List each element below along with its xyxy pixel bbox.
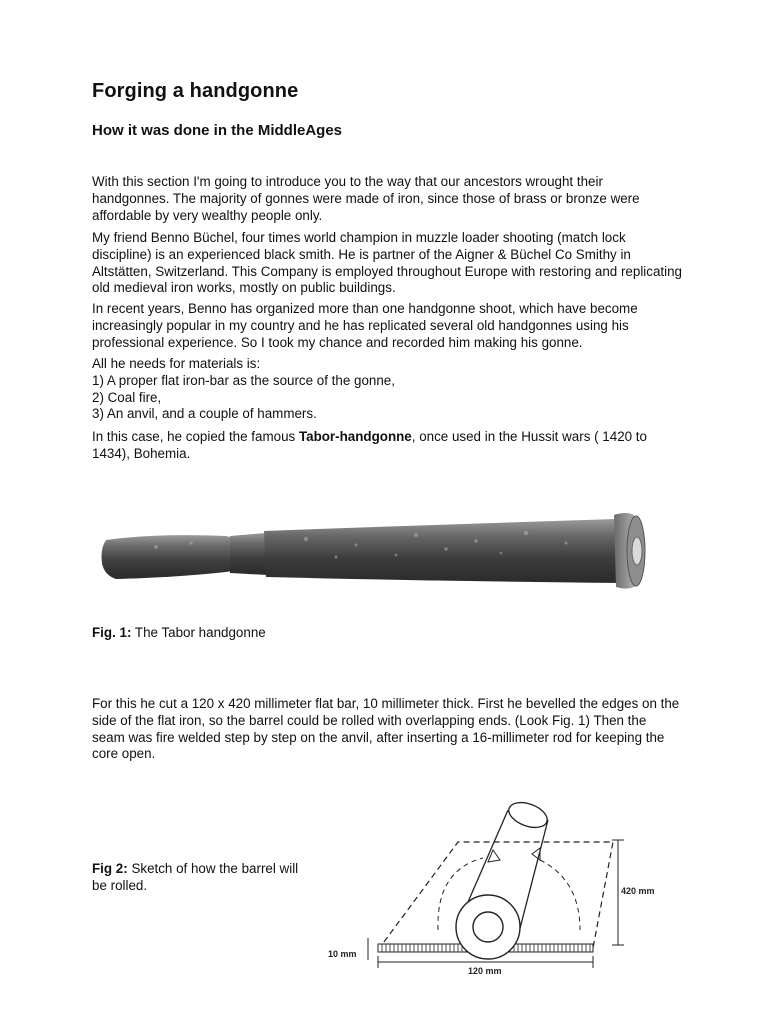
page-subtitle: How it was done in the MiddleAges — [92, 122, 343, 139]
barrel-rolling-sketch — [318, 790, 668, 980]
fig1-caption-text: The Tabor handgonne — [131, 625, 266, 640]
materials-item: 2) Coal fire, — [92, 389, 162, 405]
materials-item: 3) An anvil, and a couple of hammers. — [92, 406, 317, 422]
tabor-handgonne-photo — [96, 505, 656, 600]
paragraph-tabor — [92, 429, 682, 463]
materials-intro: All he needs for materials is: — [92, 356, 261, 371]
paragraph-recent-years: In recent years, Benno has organized more than one handgonne shoot, which have become increasingly popular in my country and he has replicated several old handgonnes using his professional experience. So I took my chance and recorded him making his gonne. — [92, 301, 638, 350]
fig2-caption — [92, 861, 312, 895]
fig1-label: Fig. 1: — [92, 625, 132, 640]
paragraph-flat-bar: For this he cut a 120 x 420 millimeter flat bar, 10 millimeter thick. First he bevelled the edges on the side of the flat iron, so the barrel could be rolled with overlapping ends. (Look Fig. 1) Then the seam was fire welded step by step on the anvil, after inserting a 16-millimeter rod for keeping the core open. — [92, 696, 680, 762]
dimension-thickness-label: 10 mm — [328, 949, 357, 959]
materials-item: 1) A proper flat iron-bar as the source of the gonne, — [92, 372, 395, 388]
fig2-label: Fig 2: — [92, 861, 128, 876]
tabor-text-after: , once used in the Hussit wars ( 1420 to 1434), Bohemia. — [92, 429, 647, 461]
dimension-width-label: 120 mm — [468, 966, 502, 976]
tabor-handgonne-term: Tabor-handgonne — [298, 429, 412, 444]
page-title: Forging a handgonne — [92, 80, 299, 102]
paragraph-benno: My friend Benno Büchel, four times world champion in muzzle loader shooting (match lock discipline) is an experienced black smith. He is partner of the Aigner & Büchel Co Smithy in Altstätten, Switzerland. This Company is employed throughout Europe with restoring and replicating old medieval iron works, mostly on public buildings. — [92, 230, 682, 296]
fig2-caption-text: Sketch of how the barrel will be rolled. — [92, 861, 299, 893]
materials-block — [92, 356, 682, 423]
paragraph-intro: With this section I'm going to introduce you to the way that our ancestors wrought their handgonnes. The majority of gonnes were made of iron, since those of brass or bronze were affordable by very wealthy people only. — [92, 174, 640, 223]
fig1-caption — [92, 625, 266, 642]
dimension-height-label: 420 mm — [621, 886, 655, 896]
tabor-text-before: In this case, he copied the famous — [92, 429, 299, 444]
